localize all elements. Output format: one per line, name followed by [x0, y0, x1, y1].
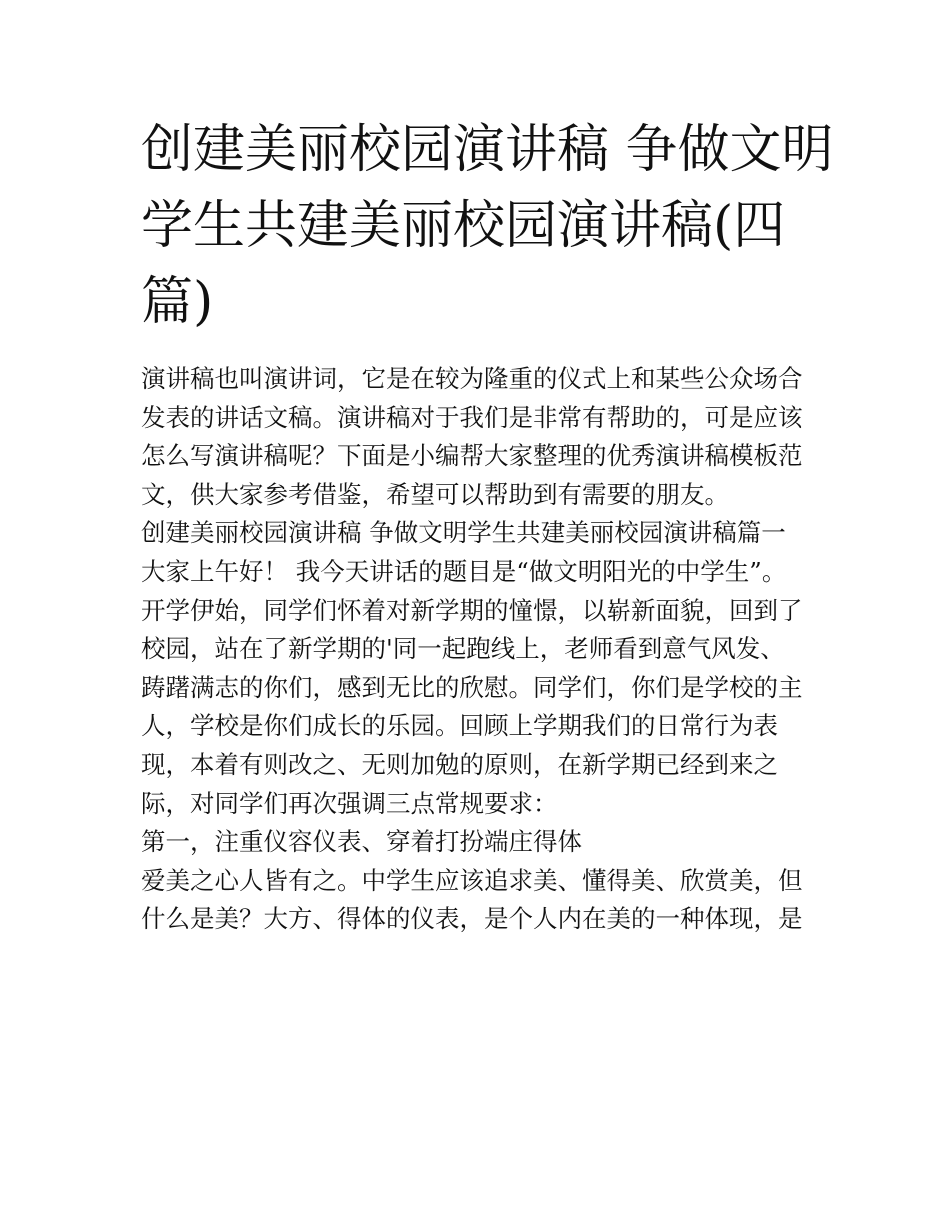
- section-heading: 创建美丽校园演讲稿 争做文明学生共建美丽校园演讲稿篇一: [141, 518, 786, 548]
- document-content: [141, 112, 834, 939]
- body-line: 爱美之心人皆有之。中学生应该追求美、懂得美、欣赏美，但: [141, 865, 803, 895]
- document-title: [141, 112, 834, 340]
- body-line: 现，本着有则改之、无则加勉的原则，在新学期已经到来之: [141, 749, 778, 779]
- title-line: 创建美丽校园演讲稿 争做文明: [141, 120, 834, 180]
- body-line: 校园，站在了新学期的'同一起跑线上，老师看到意气风发、: [141, 634, 785, 664]
- body-line: 发表的讲话文稿。演讲稿对于我们是非常有帮助的，可是应该: [141, 402, 803, 432]
- body-line: 大家上午好！ 我今天讲话的题目是“做文明阳光的中学生”。: [141, 556, 787, 586]
- subheading: 第一，注重仪容仪表、穿着打扮端庄得体: [141, 827, 582, 857]
- body-line: 什么是美？大方、得体的仪表，是个人内在美的一种体现，是: [141, 904, 803, 934]
- body-line: 演讲稿也叫演讲词，它是在较为隆重的仪式上和某些公众场合: [141, 364, 803, 393]
- body-line: 文，供大家参考借鉴，希望可以帮助到有需要的朋友。: [141, 479, 729, 509]
- body-line: 人，学校是你们成长的乐园。回顾上学期我们的日常行为表: [141, 711, 778, 741]
- body-line: 踌躇满志的你们，感到无比的欣慰。同学们，你们是学校的主: [141, 672, 803, 702]
- body-line: 怎么写演讲稿呢？下面是小编帮大家整理的优秀演讲稿模板范: [141, 441, 803, 471]
- document-body: [141, 360, 813, 939]
- title-line: 篇): [141, 272, 214, 332]
- body-line: 际，对同学们再次强调三点常规要求：: [141, 788, 558, 818]
- title-line: 学生共建美丽校园演讲稿(四: [141, 196, 786, 256]
- body-line: 开学伊始，同学们怀着对新学期的憧憬，以崭新面貌，回到了: [141, 595, 803, 625]
